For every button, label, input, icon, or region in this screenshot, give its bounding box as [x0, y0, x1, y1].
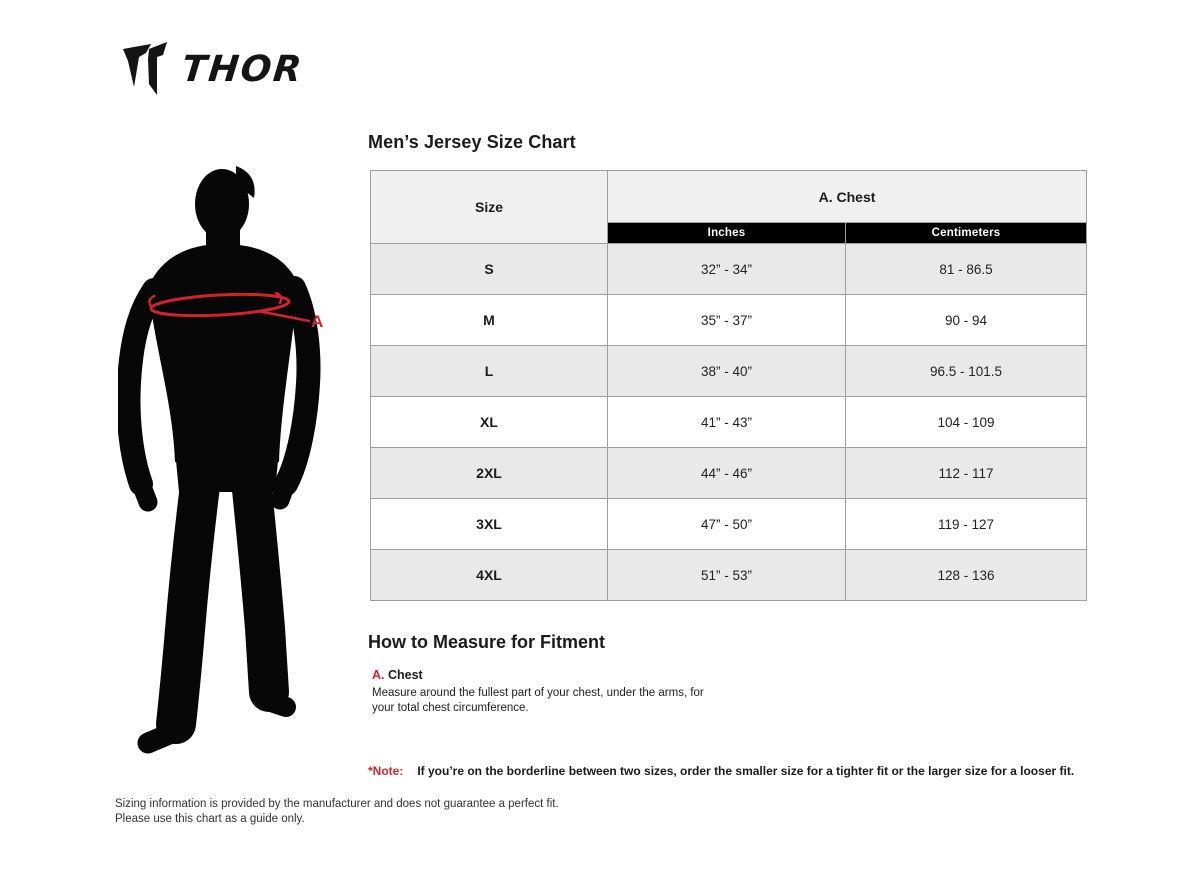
inches-cell: 32” - 34” — [608, 244, 846, 295]
disclaimer — [115, 797, 559, 826]
disclaimer-line-1: Sizing information is provided by the manufacturer and does not guarantee a perfect fit. — [115, 798, 559, 810]
inches-cell: 51” - 53” — [608, 550, 846, 601]
column-header-inches: Inches — [608, 223, 846, 244]
size-chart-table — [370, 170, 1087, 601]
size-cell: M — [371, 295, 608, 346]
size-cell: L — [371, 346, 608, 397]
note-prefix: *Note: — [368, 764, 404, 778]
thor-logo — [122, 42, 306, 96]
fitment-item-description: Measure around the fullest part of your chest, under the arms, for your total chest circumference. — [372, 687, 704, 714]
thor-logo-icon — [122, 42, 168, 96]
size-cell: 3XL — [371, 499, 608, 550]
fitment-item-heading — [372, 668, 728, 682]
centimeters-cell: 104 - 109 — [846, 397, 1087, 448]
fitment-section-title: How to Measure for Fitment — [368, 632, 606, 652]
inches-cell: 47” - 50” — [608, 499, 846, 550]
body-shape — [148, 166, 298, 492]
table-row — [371, 244, 1087, 295]
column-header-chest: A. Chest — [608, 171, 1087, 223]
table-header-row — [371, 171, 1087, 223]
centimeters-cell: 96.5 - 101.5 — [846, 346, 1087, 397]
inches-cell: 35” - 37” — [608, 295, 846, 346]
size-chart-title: Men’s Jersey Size Chart — [368, 132, 576, 152]
centimeters-cell: 128 - 136 — [846, 550, 1087, 601]
size-cell: XL — [371, 397, 608, 448]
size-cell: 4XL — [371, 550, 608, 601]
body-silhouette — [118, 160, 333, 768]
column-header-size: Size — [371, 171, 608, 244]
fitment-item-key: A. — [372, 668, 385, 682]
inches-cell: 38” - 40” — [608, 346, 846, 397]
chest-measurement-label: A — [311, 312, 324, 331]
note-text: If you’re on the borderline between two sizes, order the smaller size for a tighter fit or the larger size for a looser fit. — [417, 764, 1075, 778]
size-cell: 2XL — [371, 448, 608, 499]
disclaimer-line-2: Please use this chart as a guide only. — [115, 812, 305, 825]
centimeters-cell: 90 - 94 — [846, 295, 1087, 346]
table-row — [371, 550, 1087, 601]
fitment-item-name: Chest — [387, 668, 423, 682]
column-header-centimeters: Centimeters — [846, 223, 1087, 244]
thor-logo-text: THOR — [179, 48, 306, 90]
inches-cell: 44” - 46” — [608, 448, 846, 499]
centimeters-cell: 81 - 86.5 — [846, 244, 1087, 295]
sizing-note — [368, 764, 1074, 778]
centimeters-cell: 119 - 127 — [846, 499, 1087, 550]
size-cell: S — [371, 244, 608, 295]
centimeters-cell: 112 - 117 — [846, 448, 1087, 499]
table-row — [371, 346, 1087, 397]
measurement-figure — [118, 160, 333, 768]
table-row — [371, 448, 1087, 499]
table-row — [371, 295, 1087, 346]
inches-cell: 41” - 43” — [608, 397, 846, 448]
table-row — [371, 397, 1087, 448]
table-row — [371, 499, 1087, 550]
fitment-item-chest — [372, 668, 728, 716]
